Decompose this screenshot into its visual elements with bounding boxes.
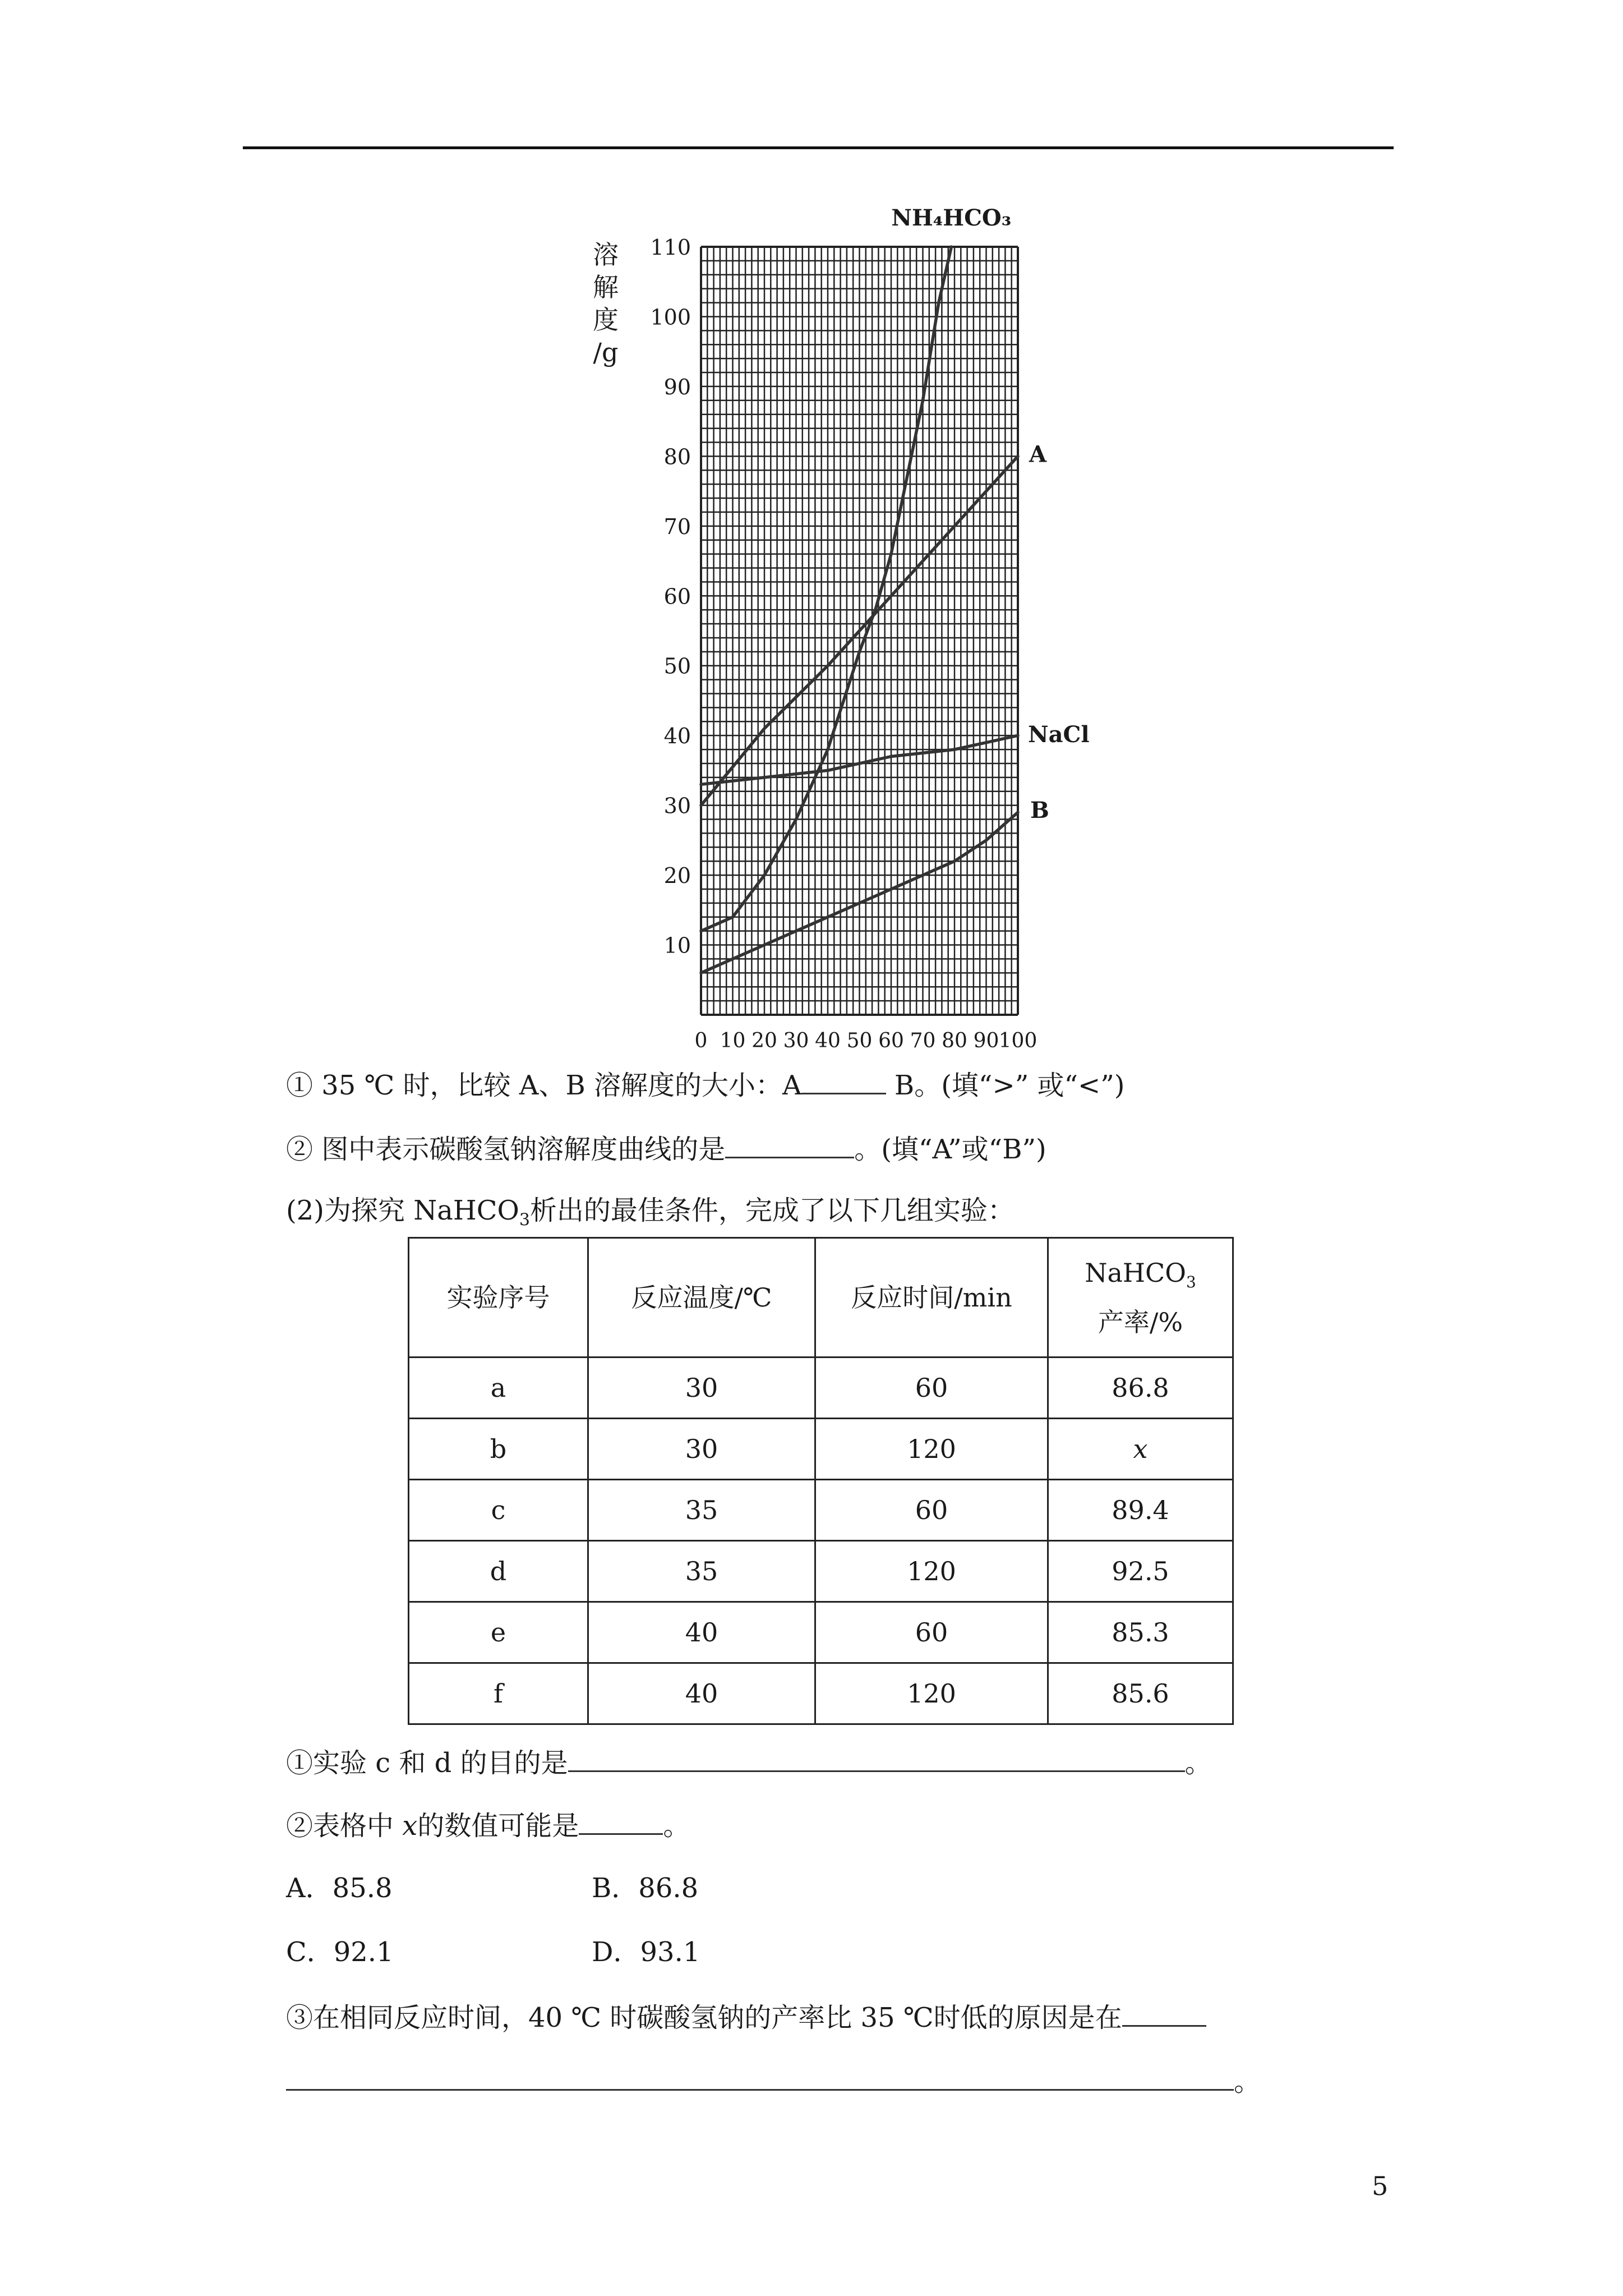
y-tick-labels [650, 235, 691, 958]
option-c[interactable]: C．92.1 [286, 1936, 394, 1968]
question-1-part-1 [286, 1067, 1125, 1102]
y-label-char: /g [593, 337, 619, 367]
header-rule [243, 146, 1394, 149]
x-tick-label: 100 [998, 1029, 1038, 1052]
s1-suffix: 。 [1184, 1747, 1212, 1779]
table-cell: 120 [815, 1663, 1048, 1724]
header-cell: 反应时间/min [815, 1238, 1048, 1358]
table-cell: e [409, 1602, 588, 1663]
y-tick-label: 50 [663, 654, 691, 679]
series-label: B [1030, 797, 1049, 824]
x-tick-label: 10 [720, 1029, 746, 1052]
sub-question-2 [286, 1807, 690, 1843]
option-d[interactable]: D．93.1 [592, 1936, 700, 1968]
y-axis-label [593, 240, 619, 367]
table-cell: 60 [815, 1602, 1048, 1663]
q1-p1-prefix: ① 35 ℃ 时，比较 A、B 溶解度的大小：A [286, 1070, 802, 1101]
x-tick-label: 40 [815, 1029, 841, 1052]
y-tick-label: 80 [663, 444, 691, 470]
table-cell: a [409, 1358, 588, 1419]
x-tick-label: 0 [694, 1029, 708, 1052]
q2-intro-sub: 3 [519, 1210, 530, 1230]
table-cell: 35 [588, 1480, 815, 1541]
s2-end: 。 [663, 1810, 690, 1842]
y-tick-label: 70 [663, 514, 691, 539]
chart-series [701, 205, 1090, 973]
answer-blank-1[interactable] [802, 1067, 886, 1094]
x-tick-label: 90 [973, 1029, 999, 1052]
answer-blank-4[interactable] [579, 1807, 663, 1835]
y-label-char: 度 [593, 305, 619, 335]
sub-question-1 [286, 1745, 1212, 1780]
x-tick-labels [695, 1029, 1038, 1052]
x-tick-label: 20 [751, 1029, 777, 1052]
y-label-char: 溶 [593, 240, 619, 270]
series-label: A [1029, 441, 1047, 468]
x-tick-label: 80 [942, 1029, 967, 1052]
s1-prefix: ①实验 c 和 d 的目的是 [286, 1747, 568, 1779]
s3-text: ③在相同反应时间，40 ℃ 时碳酸氢钠的产率比 35 ℃时低的原因是在 [286, 2002, 1122, 2033]
table-row [409, 1602, 1233, 1663]
y-tick-label: 20 [663, 863, 691, 889]
series-label: NH₄HCO₃ [891, 205, 1012, 231]
answer-blank-6[interactable] [286, 2063, 1234, 2091]
experiment-table [408, 1237, 1234, 1725]
solubility-chart [555, 191, 1116, 1055]
sub-question-3 [286, 1999, 1206, 2035]
y-tick-label: 110 [650, 235, 691, 260]
yield-header-sub: 3 [1186, 1273, 1196, 1292]
table-cell: 30 [588, 1419, 815, 1480]
table-cell: 85.6 [1048, 1663, 1233, 1724]
table-row [409, 1541, 1233, 1602]
q2-intro-a: (2)为探究 NaHCO [286, 1195, 519, 1226]
header-cell: 反应温度/℃ [588, 1238, 815, 1358]
question-2-intro [286, 1194, 1015, 1237]
table-cell: 60 [815, 1358, 1048, 1419]
q1-p2-suffix: 。(填“A”或“B”) [854, 1134, 1046, 1165]
table-cell: 35 [588, 1541, 815, 1602]
table-cell: 40 [588, 1602, 815, 1663]
y-tick-label: 90 [663, 374, 691, 399]
s3-end: 。 [1234, 2066, 1261, 2097]
answer-blank-3[interactable] [568, 1745, 1185, 1772]
series-label: NaCl [1028, 721, 1090, 748]
header-cell: 实验序号 [409, 1238, 588, 1358]
s2-suffix: 的数值可能是 [417, 1810, 579, 1842]
q2-intro-b: 析出的最佳条件，完成了以下几组实验： [529, 1195, 1015, 1226]
q1-p2-prefix: ② 图中表示碳酸氢钠溶解度曲线的是 [286, 1134, 726, 1165]
s2-prefix: ②表格中 [286, 1810, 403, 1842]
yield-header-b: 产率/% [1098, 1306, 1183, 1337]
y-tick-label: 100 [650, 305, 691, 330]
q1-p1-suffix: B。(填“>” 或“<”) [886, 1070, 1125, 1101]
header-cell-yield [1048, 1238, 1233, 1358]
answer-blank-2[interactable] [725, 1131, 854, 1158]
x-tick-label: 60 [878, 1029, 904, 1052]
x-tick-label: 50 [846, 1029, 873, 1052]
table-header-row [409, 1238, 1233, 1358]
option-b[interactable]: B．86.8 [592, 1872, 699, 1904]
table-cell: d [409, 1541, 588, 1602]
table-row [409, 1419, 1233, 1480]
table-row [409, 1663, 1233, 1724]
table-cell: 85.3 [1048, 1602, 1233, 1663]
table-cell: f [409, 1663, 588, 1724]
question-1-part-2 [286, 1131, 1046, 1166]
table-row [409, 1480, 1233, 1541]
page-number: 5 [1372, 2171, 1389, 2201]
y-tick-label: 40 [663, 724, 691, 749]
s2-var: x [402, 1810, 418, 1842]
table-cell: 60 [815, 1480, 1048, 1541]
table-cell: 86.8 [1048, 1358, 1233, 1419]
table-cell: 30 [588, 1358, 815, 1419]
y-tick-label: 60 [663, 584, 691, 609]
table-row [409, 1358, 1233, 1419]
table-cell: c [409, 1480, 588, 1541]
table-cell: 40 [588, 1663, 815, 1724]
table-cell: 120 [815, 1419, 1048, 1480]
y-label-char: 解 [593, 272, 619, 302]
table-cell: 89.4 [1048, 1480, 1233, 1541]
table-cell: 120 [815, 1541, 1048, 1602]
x-tick-label: 30 [783, 1029, 809, 1052]
sub-question-3-cont [286, 2063, 1261, 2099]
x-tick-label: 70 [910, 1029, 936, 1052]
table-cell: x [1048, 1419, 1233, 1480]
y-tick-label: 30 [663, 793, 691, 818]
answer-blank-5[interactable] [1122, 1999, 1206, 2027]
y-tick-label: 10 [663, 933, 691, 958]
table-cell: 92.5 [1048, 1541, 1233, 1602]
table-cell: b [409, 1419, 588, 1480]
yield-header-a: NaHCO [1085, 1258, 1186, 1289]
option-a[interactable]: A．85.8 [286, 1872, 393, 1904]
